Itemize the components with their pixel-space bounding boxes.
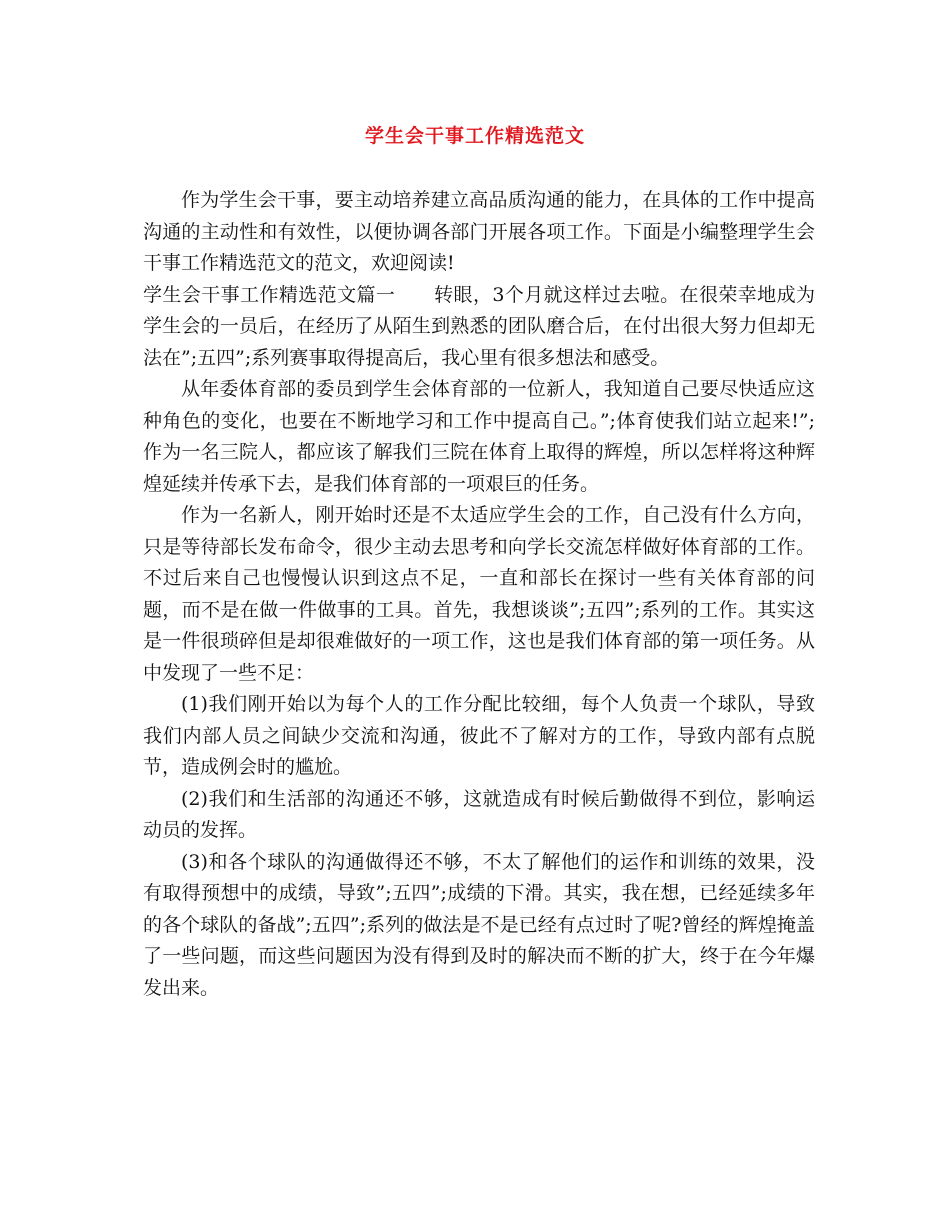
- paragraph-point-two: (2)我们和生活部的沟通还不够，这就造成有时候后勤做得不到位，影响运动员的发挥。: [143, 787, 815, 841]
- document-body: [143, 185, 815, 1004]
- paragraph-role-change: 从年委体育部的委员到学生会体育部的一位新人，我知道自己要尽快适应这种角色的变化，也要在不断地学习和工作中提高自己。”;体育使我们站立起来!”;作为一名三院人，都应该了解我们三院在体育上取得的辉煌，所以怎样将这种辉煌延续并传承下去，是我们体育部的一项艰巨的任务。: [143, 378, 815, 495]
- paragraph-section-one: 学生会干事工作精选范文篇一 转眼，3个月就这样过去啦。在很荣幸地成为学生会的一员后，在经历了从陌生到熟悉的团队磨合后，在付出很大努力但却无法在”;五四”;系列赛事取得提高后，我心里有很多想法和感受。: [143, 283, 815, 369]
- paragraph-new-member: 作为一名新人，刚开始时还是不太适应学生会的工作，自己没有什么方向，只是等待部长发布命令，很少主动去思考和向学长交流怎样做好体育部的工作。不过后来自己也慢慢认识到这点不足，一直和部长在探讨一些有关体育部的问题，而不是在做一件做事的工具。首先，我想谈谈”;五四”;系列的工作。其实这是一件很琐碎但是却很难做好的一项工作，这也是我们体育部的第一项任务。从中发现了一些不足：: [143, 504, 815, 684]
- paragraph-intro: 作为学生会干事，要主动培养建立高品质沟通的能力，在具体的工作中提高沟通的主动性和有效性，以便协调各部门开展各项工作。下面是小编整理学生会干事工作精选范文的范文，欢迎阅读!: [143, 189, 815, 274]
- document-title: 学生会干事工作精选范文: [364, 125, 585, 147]
- paragraph-point-one: (1)我们刚开始以为每个人的工作分配比较细，每个人负责一个球队，导致我们内部人员之间缺少交流和沟通，彼此不了解对方的工作，导致内部有点脱节，造成例会时的尴尬。: [143, 693, 815, 778]
- paragraph-point-three: (3)和各个球队的沟通做得还不够，不太了解他们的运作和训练的效果，没有取得预想中的成绩，导致”;五四”;成绩的下滑。其实，我在想，已经延续多年的各个球队的备战”;五四”;系列的做法是不是已经有点过时了呢?曾经的辉煌掩盖了一些问题，而这些问题因为没有得到及时的解决而不断的扩大，终于在今年爆发出来。: [143, 850, 815, 999]
